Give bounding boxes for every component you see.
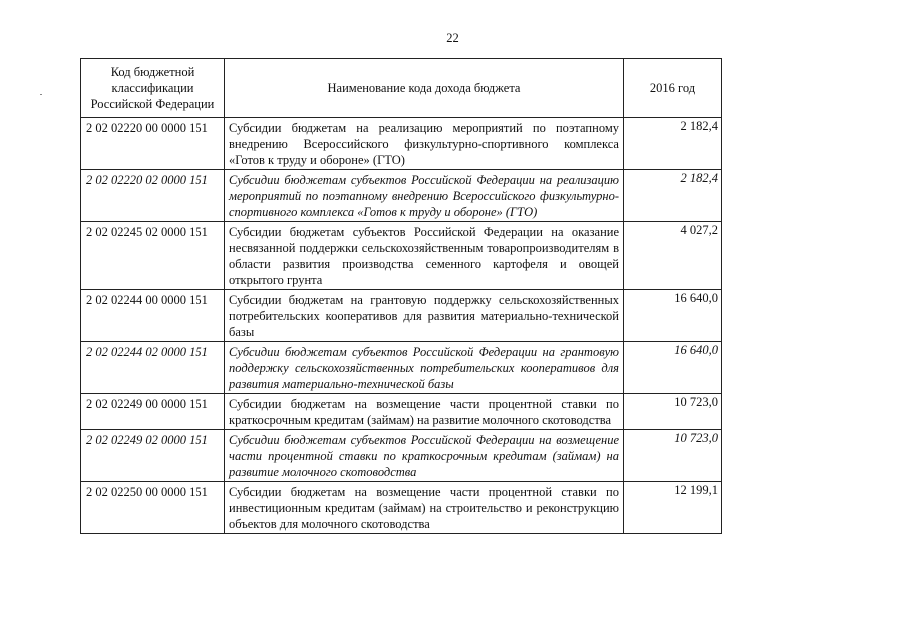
table-row <box>81 118 722 170</box>
row-name: Субсидии бюджетам на реализацию мероприятий по поэтапному внедрению Всероссийского физкультурно-спортивного комплекса «Готов к труду и обороне» (ГТО) <box>225 118 624 170</box>
row-amount: 16 640,0 <box>624 290 722 342</box>
row-name: Субсидии бюджетам на возмещение части процентной ставки по краткосрочным кредитам (займам) на развитие молочного скотоводства <box>225 394 624 430</box>
header-name: Наименование кода дохода бюджета <box>225 59 624 118</box>
budget-income-table <box>80 58 722 534</box>
row-code: 2 02 02245 02 0000 151 <box>81 222 225 290</box>
header-code: Код бюджетной классификации Российской Федерации <box>81 59 225 118</box>
row-code: 2 02 02250 00 0000 151 <box>81 482 225 534</box>
table-row <box>81 430 722 482</box>
row-amount: 4 027,2 <box>624 222 722 290</box>
table-row <box>81 482 722 534</box>
row-amount: 2 182,4 <box>624 170 722 222</box>
row-name: Субсидии бюджетам субъектов Российской Федерации на реализацию мероприятий по поэтапному внедрению Всероссийского физкультурно-спортивного комплекса «Готов к труду и обороне» (ГТО) <box>225 170 624 222</box>
row-code: 2 02 02249 00 0000 151 <box>81 394 225 430</box>
row-code: 2 02 02244 00 0000 151 <box>81 290 225 342</box>
row-code: 2 02 02220 02 0000 151 <box>81 170 225 222</box>
table-header-row <box>81 59 722 118</box>
row-code: 2 02 02244 02 0000 151 <box>81 342 225 394</box>
row-name: Субсидии бюджетам субъектов Российской Федерации на возмещение части процентной ставки по краткосрочным кредитам (займам) на развитие молочного скотоводства <box>225 430 624 482</box>
row-amount: 2 182,4 <box>624 118 722 170</box>
table-row <box>81 222 722 290</box>
page-number: 22 <box>446 31 459 45</box>
row-name: Субсидии бюджетам субъектов Российской Федерации на грантовую поддержку сельскохозяйственных потребительских кооперативов для развития материально-технической базы <box>225 342 624 394</box>
table-row <box>81 394 722 430</box>
row-amount: 10 723,0 <box>624 430 722 482</box>
table-row <box>81 342 722 394</box>
row-amount: 12 199,1 <box>624 482 722 534</box>
row-code: 2 02 02220 00 0000 151 <box>81 118 225 170</box>
row-amount: 10 723,0 <box>624 394 722 430</box>
row-name: Субсидии бюджетам субъектов Российской Федерации на оказание несвязанной поддержки сельскохозяйственным товаропроизводителям в области развития производства семенного картофеля и овощей открытого грунта <box>225 222 624 290</box>
row-amount: 16 640,0 <box>624 342 722 394</box>
header-amount: 2016 год <box>624 59 722 118</box>
margin-mark <box>40 94 42 95</box>
row-code: 2 02 02249 02 0000 151 <box>81 430 225 482</box>
table-row <box>81 290 722 342</box>
row-name: Субсидии бюджетам на грантовую поддержку сельскохозяйственных потребительских кооперативов для развития материально-технической базы <box>225 290 624 342</box>
row-name: Субсидии бюджетам на возмещение части процентной ставки по инвестиционным кредитам (займам) на строительство и реконструкцию объектов для молочного скотоводства <box>225 482 624 534</box>
table-row <box>81 170 722 222</box>
